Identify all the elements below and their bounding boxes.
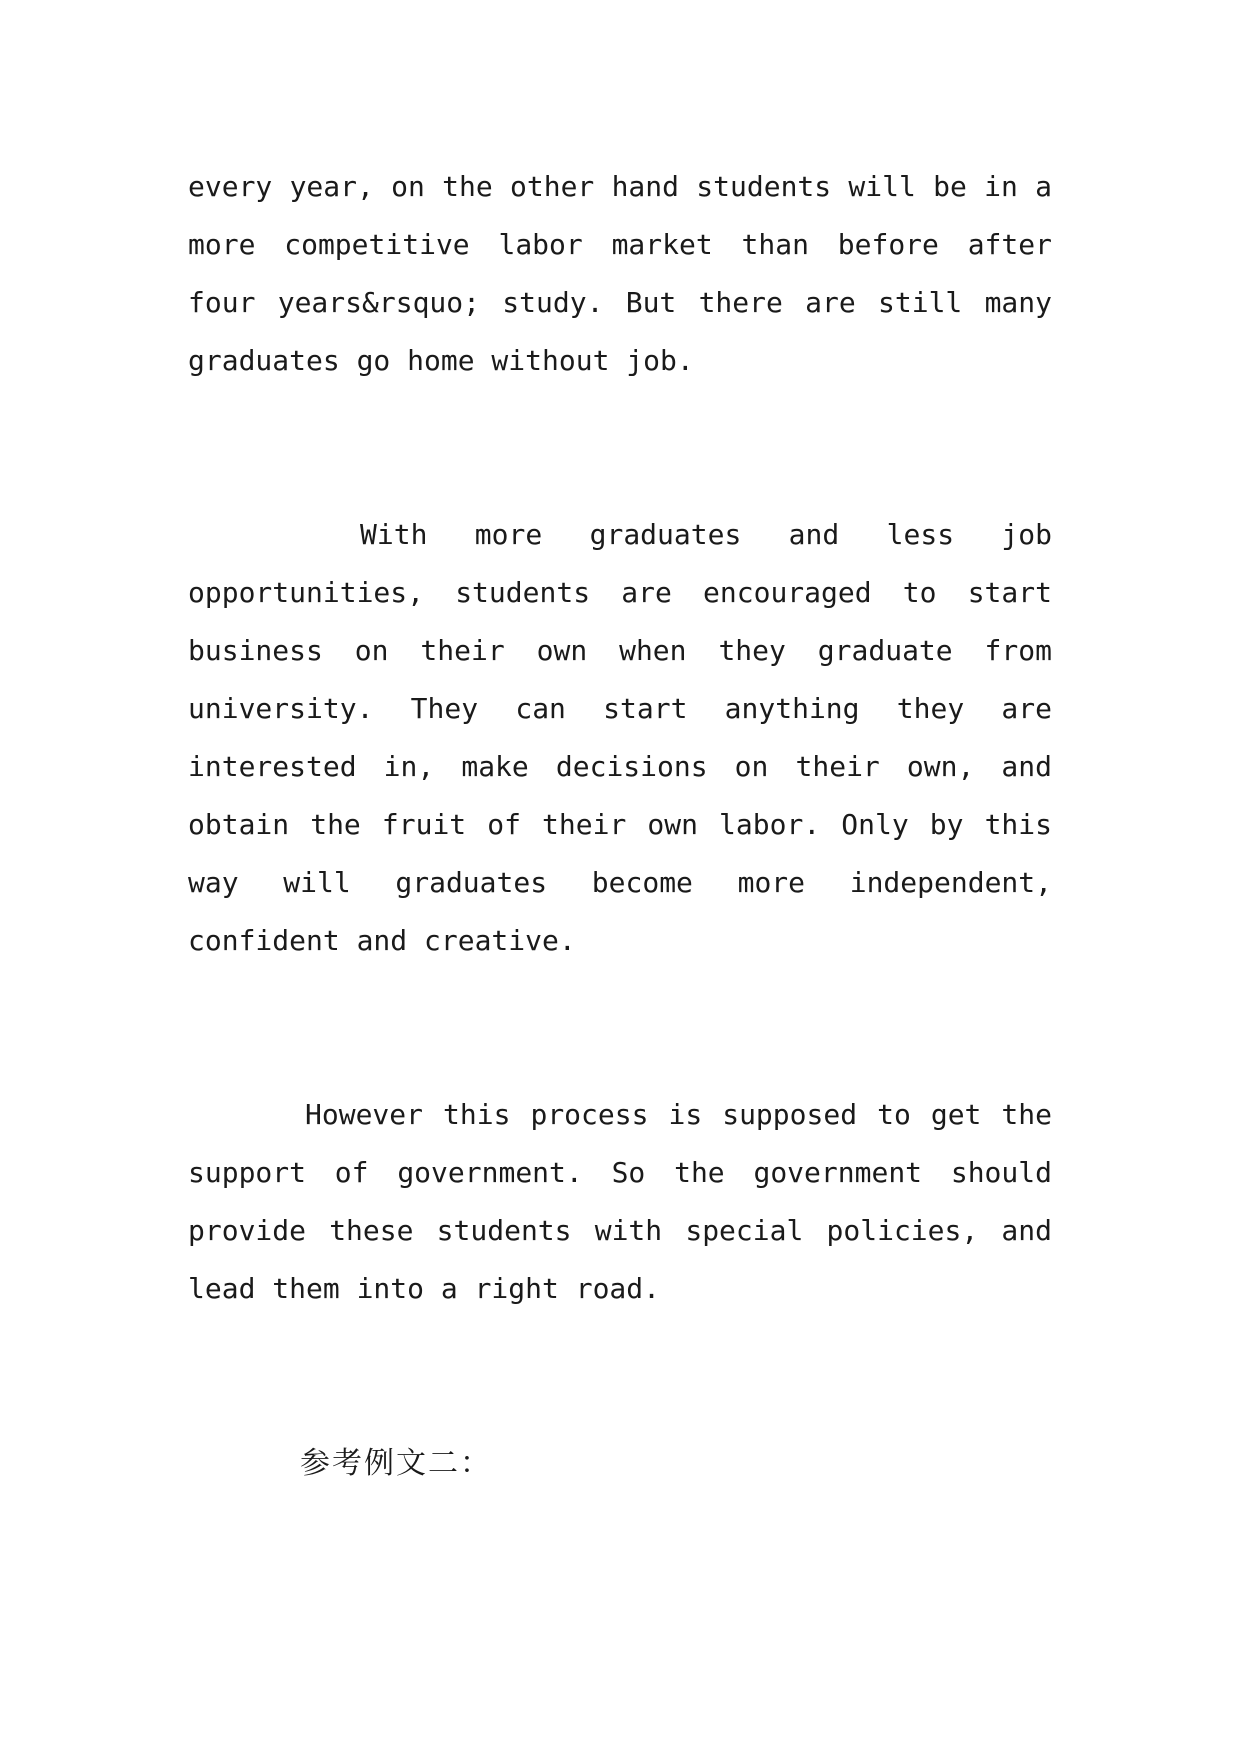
paragraph-1-line-3: four years&rsquo; study. But there are still many bbox=[188, 286, 1052, 319]
paragraph-2-line-5: interested in, make decisions on their own, and bbox=[188, 750, 1052, 783]
paragraph-2-line-7: way will graduates become more independent, bbox=[188, 866, 1052, 899]
paragraph-2-line-2: opportunities, students are encouraged to start bbox=[188, 576, 1052, 609]
paragraph-2-line-6: obtain the fruit of their own labor. Only by this bbox=[188, 808, 1052, 841]
paragraph-1-line-2: more competitive labor market than before after bbox=[188, 228, 1052, 261]
paragraph-3-line-4: lead them into a right road. bbox=[188, 1272, 661, 1305]
paragraph-1-line-1: every year, on the other hand students will be in a bbox=[188, 170, 1052, 203]
paragraph-2-line-1: With more graduates and less job bbox=[360, 518, 1052, 551]
paragraph-3-line-2: support of government. So the government should bbox=[188, 1156, 1052, 1189]
paragraph-3-line-3: provide these students with special policies, and bbox=[188, 1214, 1052, 1247]
paragraph-1-line-4: graduates go home without job. bbox=[188, 344, 694, 377]
paragraph-3-line-1: However this process is supposed to get the bbox=[305, 1098, 1052, 1131]
paragraph-2-line-8: confident and creative. bbox=[188, 924, 576, 957]
sample-essay-heading: 参考例文二： bbox=[300, 1446, 492, 1481]
paragraph-2-line-3: business on their own when they graduate from bbox=[188, 634, 1052, 667]
paragraph-2-line-4: university. They can start anything they are bbox=[188, 692, 1052, 725]
